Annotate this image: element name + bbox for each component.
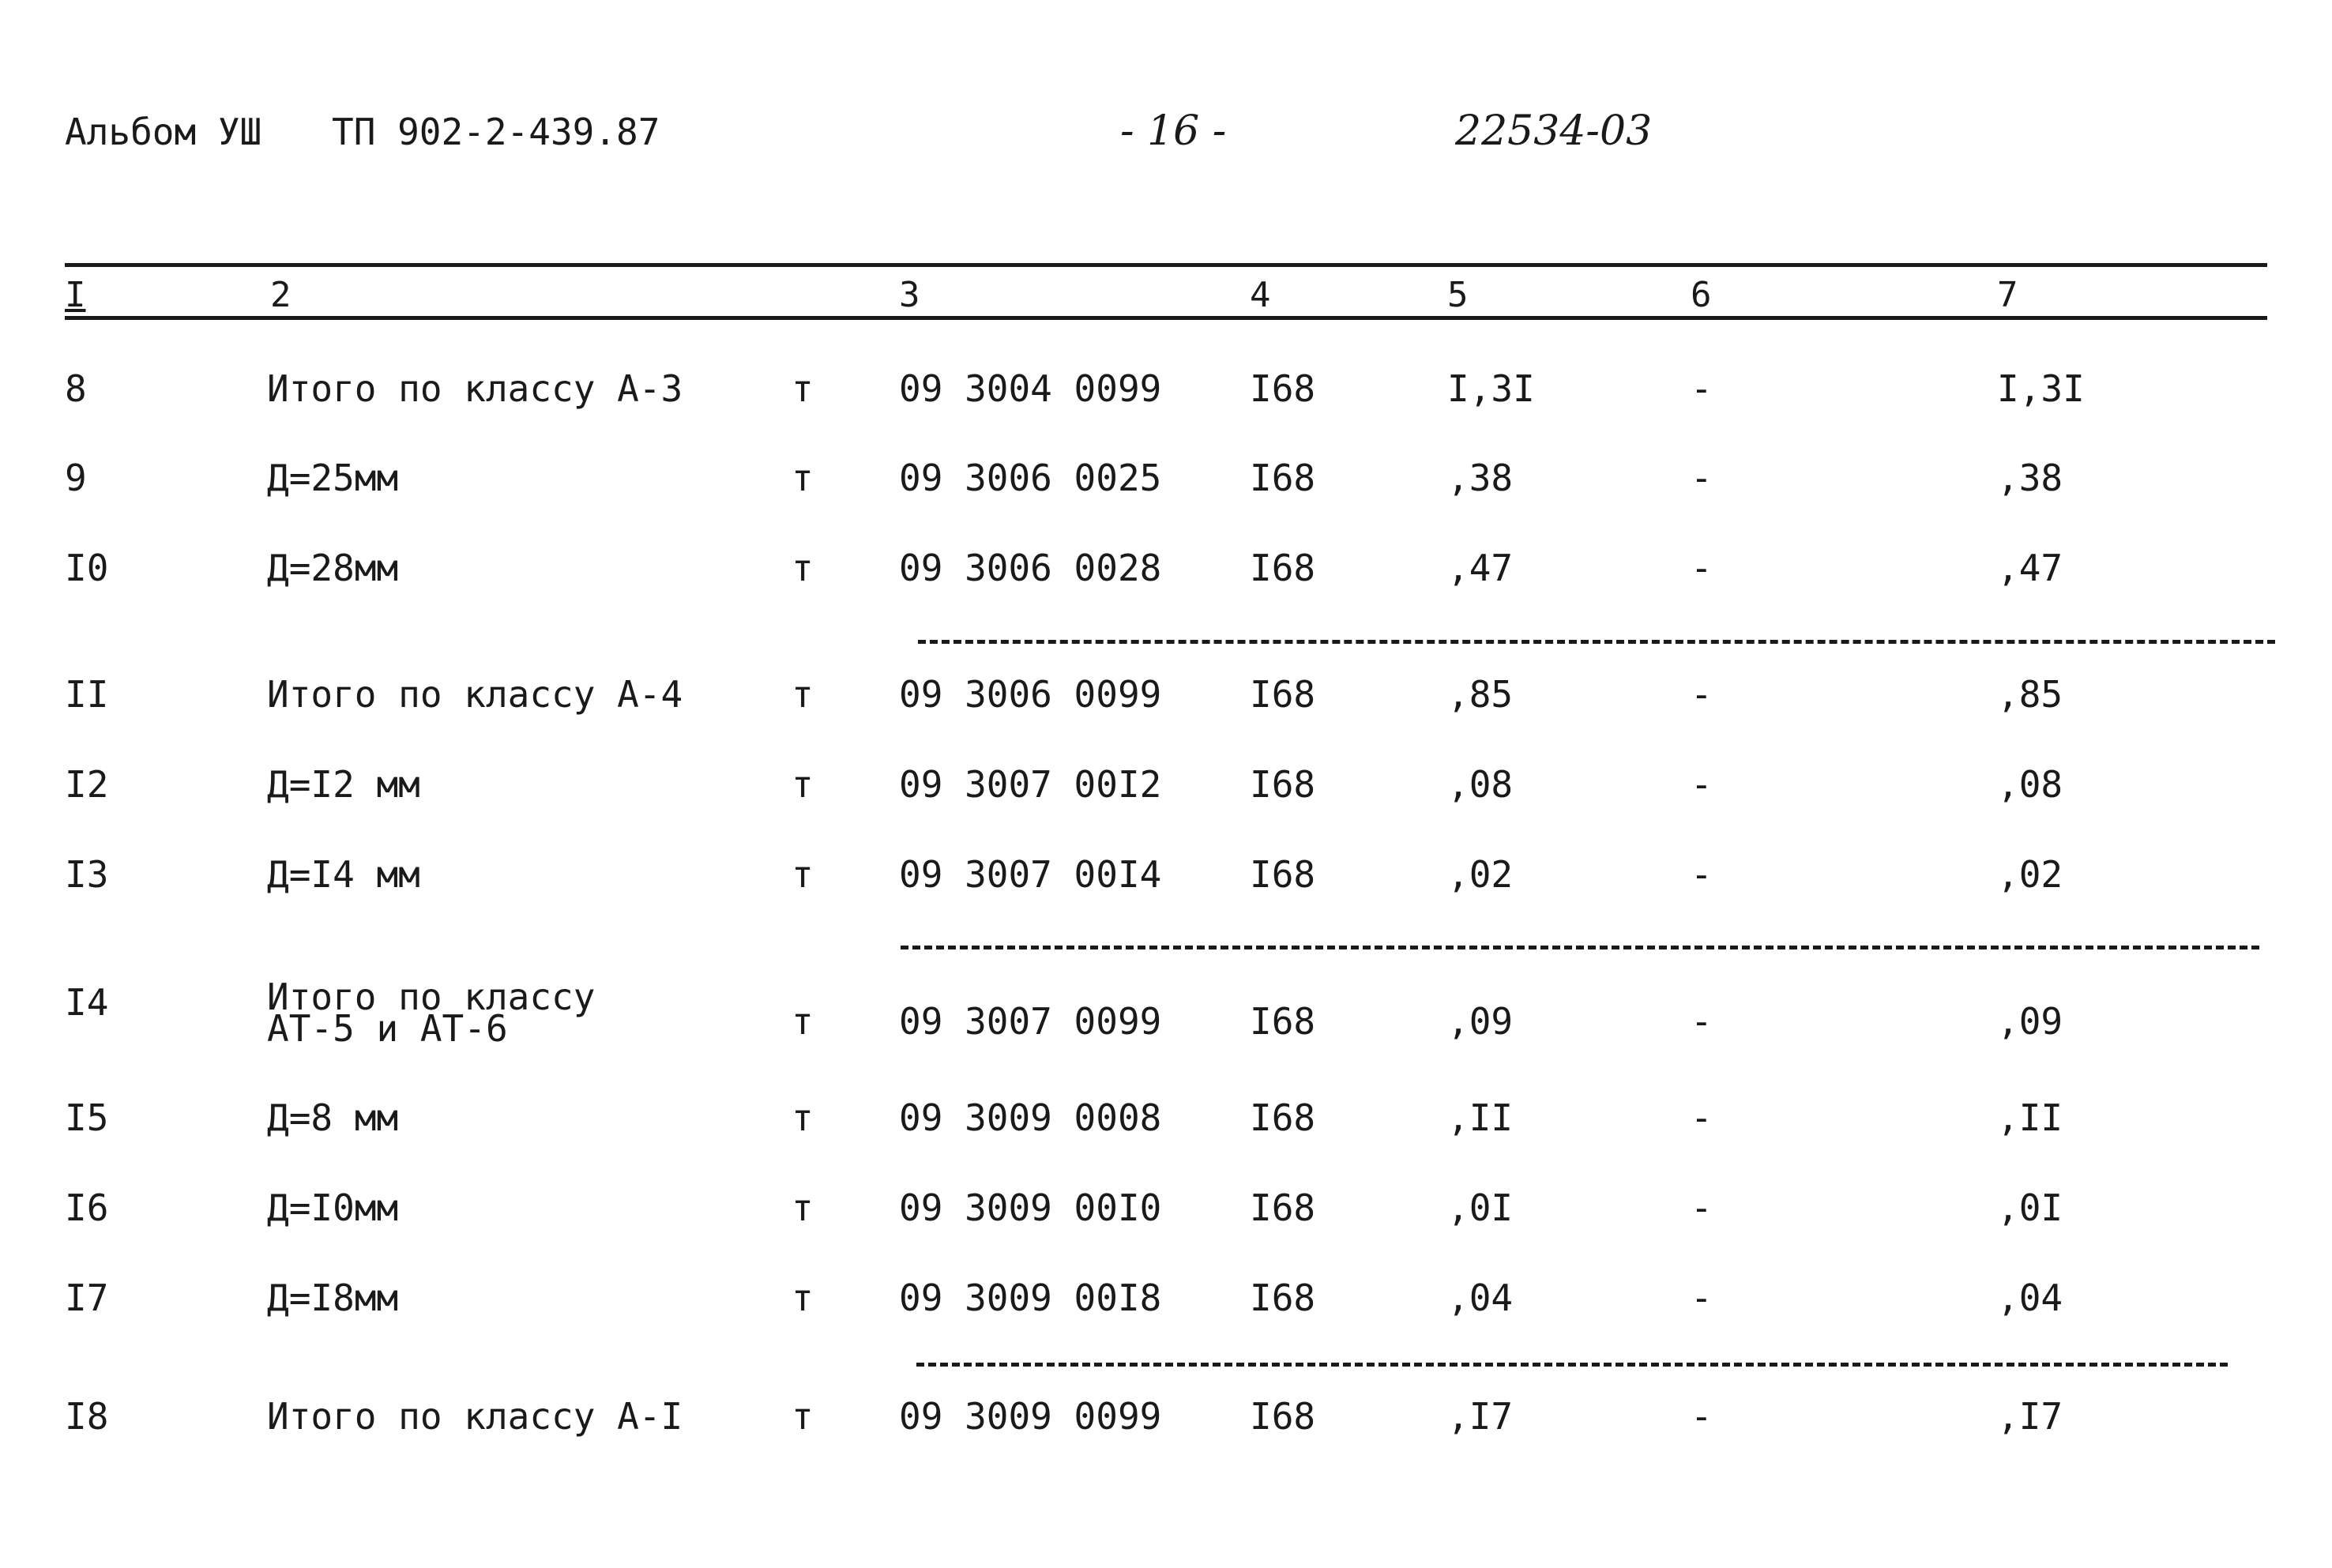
row-number: I2 — [65, 763, 109, 806]
row-col7: I,3I — [1997, 367, 2085, 410]
row-number: I5 — [65, 1096, 109, 1139]
row-number: 8 — [65, 367, 87, 410]
project-code: ТП 902-2-439.87 — [332, 111, 660, 153]
table-row — [0, 1277, 2332, 1340]
row-number: I8 — [65, 1395, 109, 1438]
row-col4: I68 — [1250, 457, 1316, 499]
table-row — [0, 367, 2332, 431]
column-header-3: 3 — [899, 275, 920, 315]
table-row — [0, 763, 2332, 826]
header-bottom-rule — [65, 316, 2267, 320]
row-code: 09 3006 0099 — [899, 673, 1162, 716]
table-row — [0, 976, 2332, 1055]
row-col5: I,3I — [1447, 367, 1535, 410]
row-col5: ,I7 — [1447, 1395, 1514, 1438]
row-col4: I68 — [1250, 853, 1316, 896]
row-name: Итого по классу А-I — [267, 1395, 683, 1438]
row-col7: ,I7 — [1997, 1395, 2063, 1438]
row-col5: ,0I — [1447, 1186, 1514, 1229]
row-col7: ,02 — [1997, 853, 2063, 896]
row-name: Д=I8мм — [267, 1277, 399, 1319]
row-name: Д=I4 мм — [267, 853, 420, 896]
row-col7: ,0I — [1997, 1186, 2063, 1229]
row-code: 09 3009 0008 — [899, 1096, 1162, 1139]
table-row — [0, 673, 2332, 736]
row-col6: - — [1691, 1186, 1713, 1229]
row-name: Итого по классу А-3 — [267, 367, 683, 410]
subtotal-dashed-rule — [918, 640, 2275, 644]
row-col6: - — [1691, 1277, 1713, 1319]
row-number: I4 — [65, 981, 109, 1024]
row-col5: ,02 — [1447, 853, 1514, 896]
row-name: Д=I0мм — [267, 1186, 399, 1229]
row-col7: ,04 — [1997, 1277, 2063, 1319]
row-col6: - — [1691, 853, 1713, 896]
column-header-5: 5 — [1447, 275, 1469, 315]
row-col5: ,08 — [1447, 763, 1514, 806]
table-row — [0, 1186, 2332, 1250]
column-header-7: 7 — [1997, 275, 2018, 315]
row-unit: т — [792, 1000, 814, 1043]
row-col4: I68 — [1250, 367, 1316, 410]
row-name-line-2: АТ-5 и АТ-6 — [267, 1007, 508, 1050]
row-col5: ,47 — [1447, 547, 1514, 589]
row-name: Д=I2 мм — [267, 763, 420, 806]
row-number: 9 — [65, 457, 87, 499]
row-number: I7 — [65, 1277, 109, 1319]
row-name: Итого по классу А-4 — [267, 673, 683, 716]
subtotal-dashed-rule — [916, 1363, 2228, 1367]
row-code: 09 3006 0025 — [899, 457, 1162, 499]
row-col7: ,85 — [1997, 673, 2063, 716]
column-header-4: 4 — [1250, 275, 1271, 315]
row-code: 09 3009 0099 — [899, 1395, 1162, 1438]
row-col4: I68 — [1250, 1000, 1316, 1043]
row-unit: т — [792, 1096, 814, 1139]
row-col4: I68 — [1250, 763, 1316, 806]
row-number: I0 — [65, 547, 109, 589]
table-row — [0, 853, 2332, 916]
row-col7: ,38 — [1997, 457, 2063, 499]
row-col6: - — [1691, 673, 1713, 716]
row-col4: I68 — [1250, 1277, 1316, 1319]
row-code: 09 3007 00I2 — [899, 763, 1162, 806]
row-col4: I68 — [1250, 1096, 1316, 1139]
row-col4: I68 — [1250, 1395, 1316, 1438]
row-code: 09 3007 0099 — [899, 1000, 1162, 1043]
row-col5: ,09 — [1447, 1000, 1514, 1043]
row-unit: т — [792, 457, 814, 499]
row-col5: ,85 — [1447, 673, 1514, 716]
document-number: 22534-03 — [1455, 107, 1653, 155]
row-number: I6 — [65, 1186, 109, 1229]
row-col6: - — [1691, 457, 1713, 499]
row-col6: - — [1691, 1096, 1713, 1139]
column-header-2: 2 — [270, 275, 292, 315]
row-col7: ,09 — [1997, 1000, 2063, 1043]
table-row — [0, 1096, 2332, 1160]
row-col4: I68 — [1250, 547, 1316, 589]
row-col7: ,II — [1997, 1096, 2063, 1139]
row-code: 09 3006 0028 — [899, 547, 1162, 589]
row-col7: ,08 — [1997, 763, 2063, 806]
row-col6: - — [1691, 1395, 1713, 1438]
row-name: Д=25мм — [267, 457, 399, 499]
row-unit: т — [792, 1395, 814, 1438]
column-header-6: 6 — [1691, 275, 1712, 315]
row-col5: ,II — [1447, 1096, 1514, 1139]
row-code: 09 3009 00I8 — [899, 1277, 1162, 1319]
page-number: - 16 - — [1120, 107, 1227, 155]
row-name: Д=8 мм — [267, 1096, 399, 1139]
row-col6: - — [1691, 547, 1713, 589]
row-name — [267, 976, 596, 1050]
table-row — [0, 547, 2332, 610]
row-unit: т — [792, 1277, 814, 1319]
row-name-line-1: Итого по классу — [267, 976, 596, 1018]
row-col4: I68 — [1250, 1186, 1316, 1229]
row-col6: - — [1691, 763, 1713, 806]
subtotal-dashed-rule — [901, 946, 2259, 949]
row-col5: ,04 — [1447, 1277, 1514, 1319]
row-unit: т — [792, 547, 814, 589]
album-label: Альбом УШ — [65, 111, 262, 153]
row-number: II — [65, 673, 109, 716]
row-number: I3 — [65, 853, 109, 896]
row-col6: - — [1691, 367, 1713, 410]
row-unit: т — [792, 853, 814, 896]
row-code: 09 3004 0099 — [899, 367, 1162, 410]
table-row — [0, 457, 2332, 520]
row-col7: ,47 — [1997, 547, 2063, 589]
row-unit: т — [792, 763, 814, 806]
row-col5: ,38 — [1447, 457, 1514, 499]
row-col4: I68 — [1250, 673, 1316, 716]
table-top-rule — [65, 263, 2267, 267]
row-col6: - — [1691, 1000, 1713, 1043]
column-header-1: I — [65, 275, 86, 315]
row-unit: т — [792, 673, 814, 716]
row-unit: т — [792, 367, 814, 410]
row-code: 09 3007 00I4 — [899, 853, 1162, 896]
table-row — [0, 1395, 2332, 1458]
row-code: 09 3009 00I0 — [899, 1186, 1162, 1229]
row-unit: т — [792, 1186, 814, 1229]
row-name: Д=28мм — [267, 547, 399, 589]
